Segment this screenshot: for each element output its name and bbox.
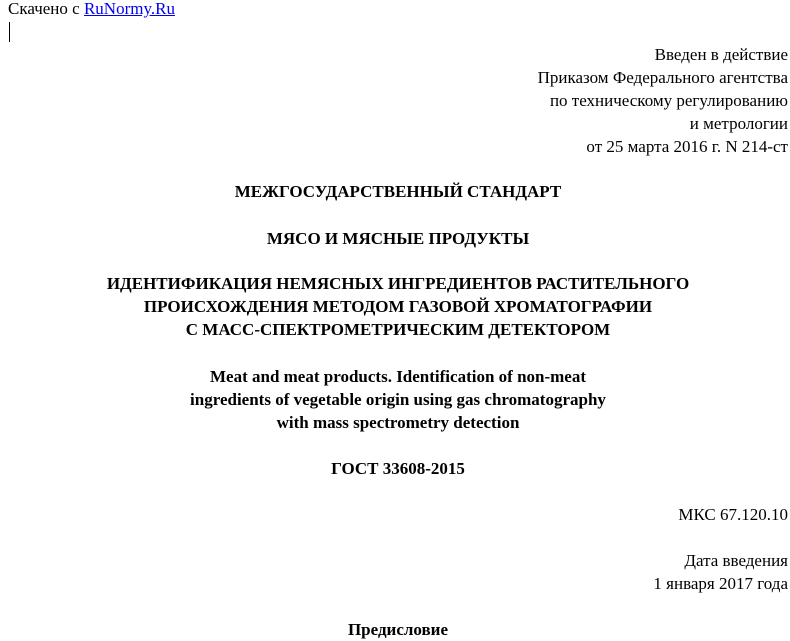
- standard-title-line: ПРОИСХОЖДЕНИЯ МЕТОДОМ ГАЗОВОЙ ХРОМАТОГРАФИИ: [143, 297, 653, 316]
- standard-code: ГОСТ 33608-2015: [331, 459, 465, 478]
- enactment-line: Введен в действие: [654, 45, 788, 64]
- standard-title: [0, 272, 790, 341]
- enactment-block: [538, 43, 788, 158]
- enactment-line: от 25 марта 2016 г. N 214-ст: [586, 137, 788, 156]
- enactment-line: и метрологии: [689, 114, 788, 133]
- standard-subject-heading: МЯСО И МЯСНЫЕ ПРОДУКТЫ: [266, 229, 530, 248]
- english-title-line: ingredients of vegetable origin using gas chromatography: [190, 390, 606, 409]
- mks-code: МКС 67.120.10: [678, 505, 788, 524]
- runormy-link[interactable]: RuNormy.Ru: [83, 0, 175, 18]
- standard-title-line: С МАСС-СПЕКТРОМЕТРИЧЕСКИМ ДЕТЕКТОРОМ: [185, 320, 611, 339]
- standard-title-line: ИДЕНТИФИКАЦИЯ НЕМЯСНЫХ ИНГРЕДИЕНТОВ РАСТИТЕЛЬНОГО: [106, 274, 690, 293]
- preface-heading: Предисловие: [347, 620, 449, 639]
- enactment-line: по техническому регулированию: [549, 91, 788, 110]
- enactment-line: Приказом Федерального агентства: [537, 68, 788, 87]
- standard-type-heading: МЕЖГОСУДАРСТВЕННЫЙ СТАНДАРТ: [234, 182, 562, 201]
- english-title: [0, 365, 790, 434]
- download-source-line: [8, 0, 175, 20]
- introduction-date-label: Дата введения: [684, 551, 788, 570]
- text-cursor: [9, 22, 10, 42]
- introduction-date-value: 1 января 2017 года: [653, 574, 788, 593]
- introduction-date-block: [653, 549, 788, 595]
- download-source-prefix: Скачено с: [8, 0, 80, 18]
- english-title-line: with mass spectrometry detection: [276, 413, 520, 432]
- english-title-line: Meat and meat products. Identification of non-meat: [209, 367, 587, 386]
